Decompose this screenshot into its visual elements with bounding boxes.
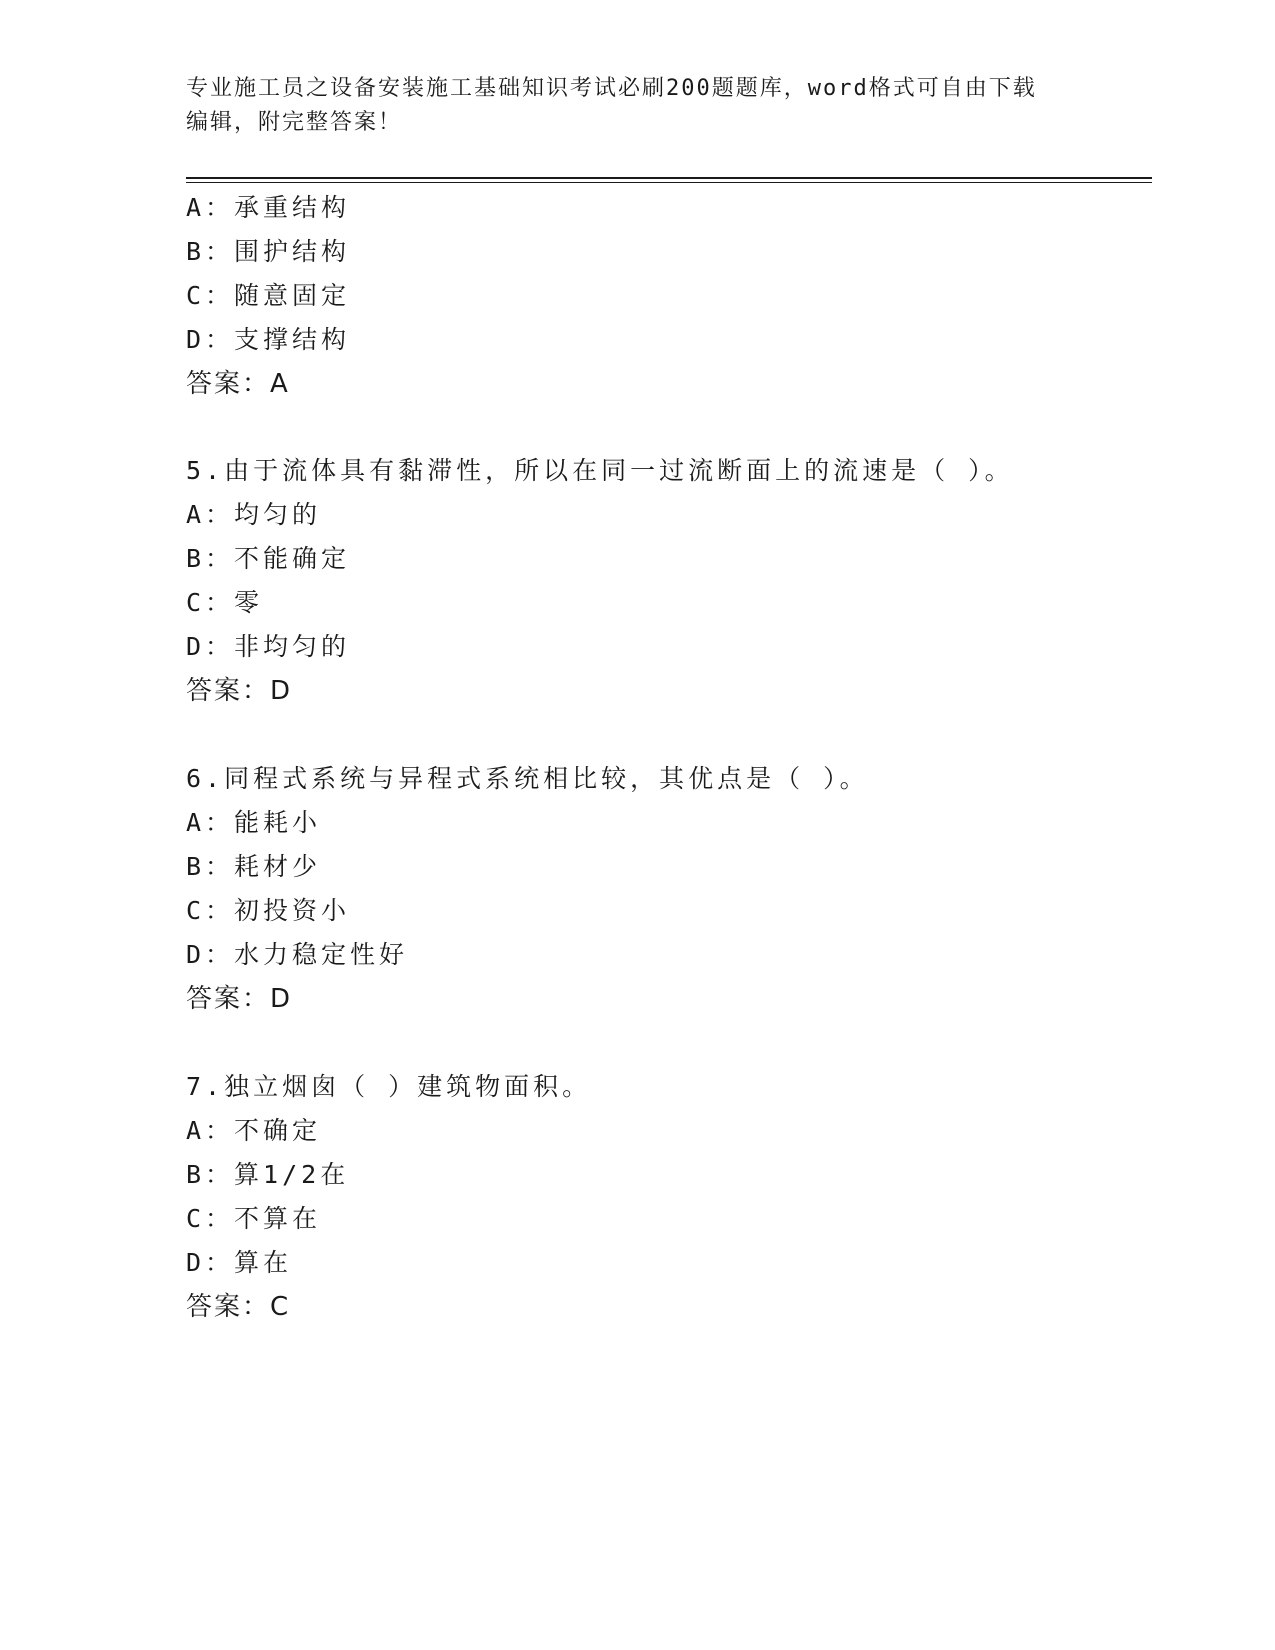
q7-answer: 答案：C — [186, 1292, 291, 1322]
header-title-line-2: 编辑，附完整答案！ — [186, 110, 403, 135]
q7-question: 7.独立烟囱（ ）建筑物面积。 — [186, 1072, 592, 1101]
q6-option-d: D：水力稳定性好 — [186, 940, 409, 969]
q6-question: 6.同程式系统与异程式系统相比较，其优点是（ ）。 — [186, 764, 869, 793]
q4-answer: 答案：A — [186, 369, 290, 399]
header-divider-thin — [186, 182, 1152, 183]
q5-option-d: D：非均匀的 — [186, 632, 351, 661]
q4-option-d: D：支撑结构 — [186, 325, 351, 354]
q5-option-b: B：不能确定 — [186, 544, 351, 573]
header-title-line-1: 专业施工员之设备安装施工基础知识考试必刷200题题库，word格式可自由下载 — [186, 76, 1037, 101]
q6-answer: 答案：D — [186, 984, 293, 1014]
q7-option-c: C：不算在 — [186, 1204, 322, 1233]
document-header — [186, 72, 1086, 140]
q6-option-a: A：能耗小 — [186, 808, 322, 837]
q6-option-c: C：初投资小 — [186, 896, 351, 925]
q4-option-a: A：承重结构 — [186, 193, 351, 222]
q5-answer: 答案：D — [186, 676, 293, 706]
q7-option-b: B：算1/2在 — [186, 1160, 350, 1189]
q5-option-a: A：均匀的 — [186, 500, 322, 529]
q5-option-c: C：零 — [186, 588, 264, 617]
header-divider-thick — [186, 177, 1152, 179]
q7-option-a: A：不确定 — [186, 1116, 322, 1145]
q5-question: 5.由于流体具有黏滞性，所以在同一过流断面上的流速是（ ）。 — [186, 456, 1014, 485]
q4-option-c: C：随意固定 — [186, 281, 351, 310]
q4-option-b: B：围护结构 — [186, 237, 351, 266]
q6-option-b: B：耗材少 — [186, 852, 322, 881]
q7-option-d: D：算在 — [186, 1248, 293, 1277]
